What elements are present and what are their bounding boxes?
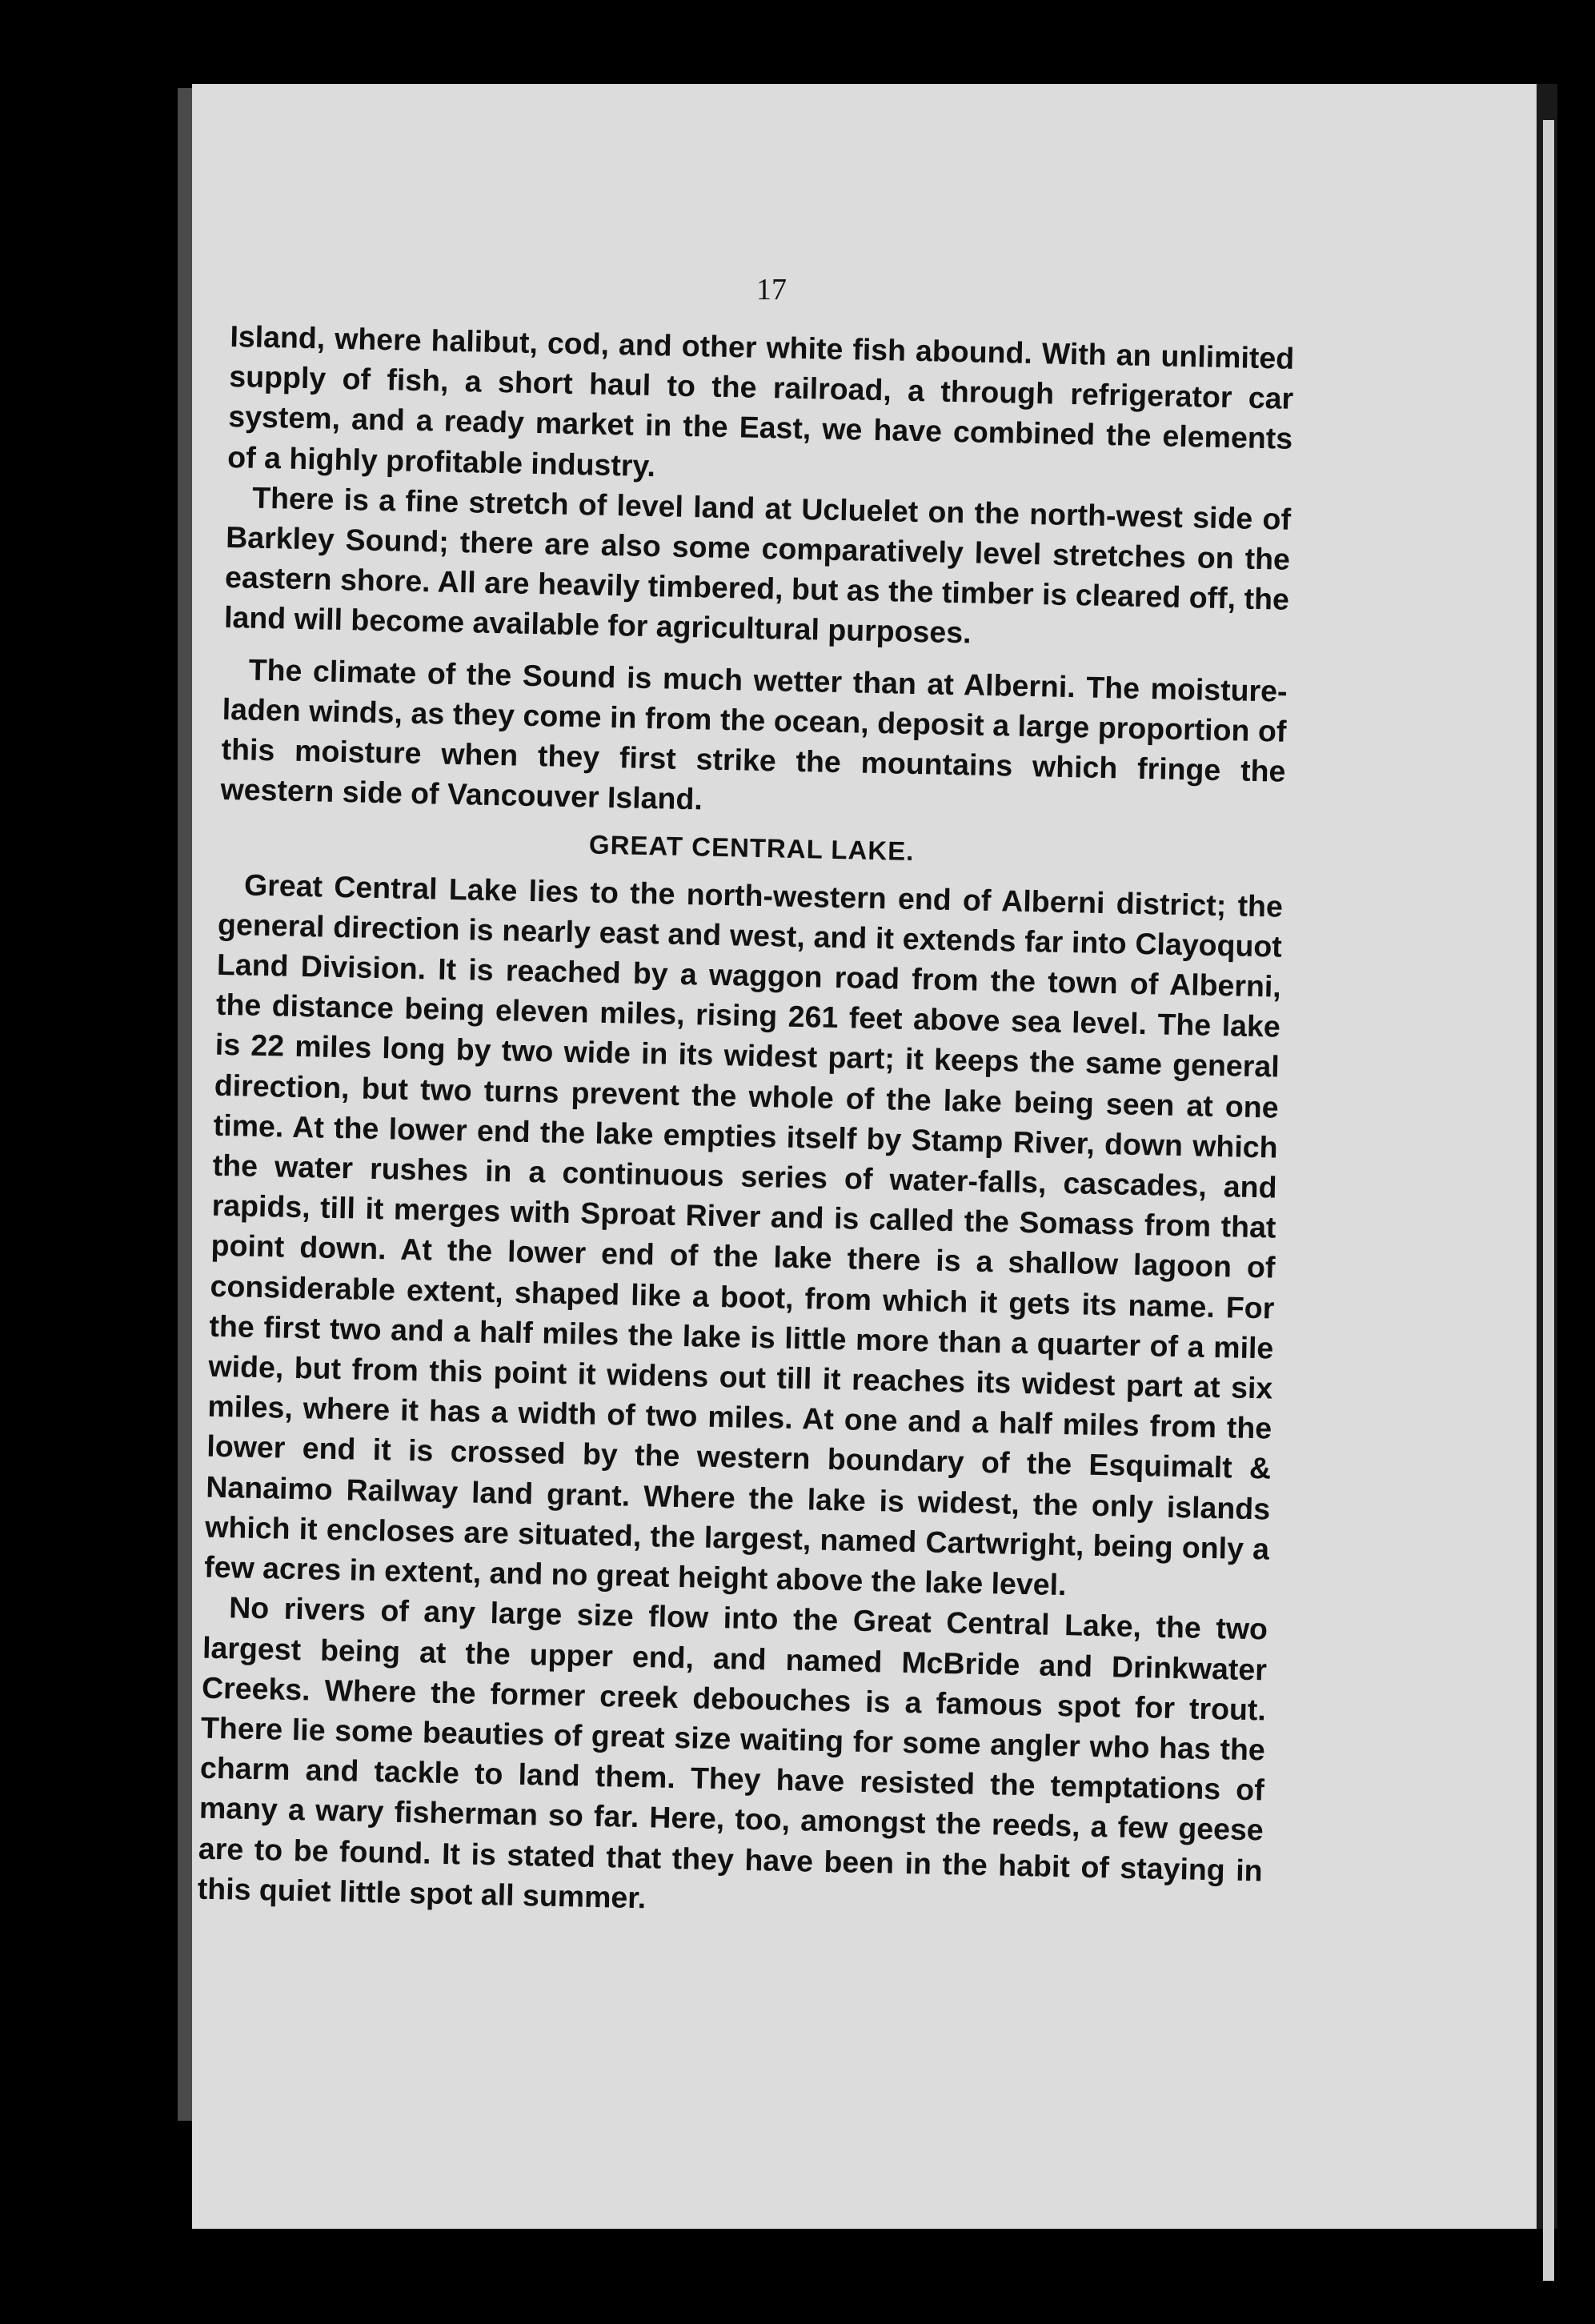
section-heading: GREAT CENTRAL LAKE. [588,829,915,867]
paragraph-great-central-lake: Great Central Lake lies to the north-western end of Alberni district; the general direction is nearly east and west, and it extends far into Clayoquot Land Division. It is reached by a waggon road from the town of Alberni, the distance being eleven miles, rising 261 feet above sea level. The lake is 22 miles long by two wide in its widest part; it keeps the same general direction, but two turns prevent the whole of the lake being seen at one time. At the lower end the lake empties itself by Stamp River, down which the water rushes in a continuous series of water-falls, cascades, and rapids, till it merges with Sproat River and is called the Somass from that point down. At the lower end of the lake there is a shallow lagoon of considerable extent, shaped like a boot, from which it gets its name. For the first two and a half miles the lake is little more than a quarter of a mile wide, but from this point it widens out till it reaches its widest part at six miles, where it has a width of two miles. At one and a half miles from the lower end it is crossed by the western boundary of the Esquimalt & Nanaimo Railway land grant. Where the lake is widest, the only islands which it encloses are situated, the largest, named Cartwright, being only a few acres in extent, and no great height above the lake level. [203,867,1284,1602]
page-body [197,316,1294,1930]
paragraph-rivers: No rivers of any large size flow into the Great Central Lake, the two largest being at the upper end, and named McBride and Drinkwater Creeks. Where the former creek debouches is a famous spot for trout. There lie some beauties of great size waiting for some angler who has the charm and tackle to land them. They have resisted the temptations of many a wary fisherman so far. Here, too, amongst the reeds, a few geese are to be found. It is stated that they have been in the habit of staying in this quiet little spot all summer. [197,1590,1268,1915]
paragraph-climate: The climate of the Sound is much wetter than at Alberni. The moisture-laden winds, as they come in from the ocean, deposit a large proportion of this moisture when they first strike the mountains which fringe the western side of Vancouver Island. [220,652,1288,816]
next-page-edge [1543,120,1554,2281]
paragraph-halibut: Island, where halibut, cod, and other white fish abound. With an unlimited supply of fish, a short haul to the railroad, a through refrigerator car system, and a ready market in the East, we have combined the elements of a highly profitable industry. [226,319,1295,483]
paragraph-ucluelet: There is a fine stretch of level land at Ucluelet on the north-west side of Barkley Sound; there are also some comparatively level stretches on the eastern shore. All are heavily timbered, but as the timber is cleared off, the land will become available for agricultural purposes. [223,480,1292,650]
page-number: 17 [756,273,787,307]
